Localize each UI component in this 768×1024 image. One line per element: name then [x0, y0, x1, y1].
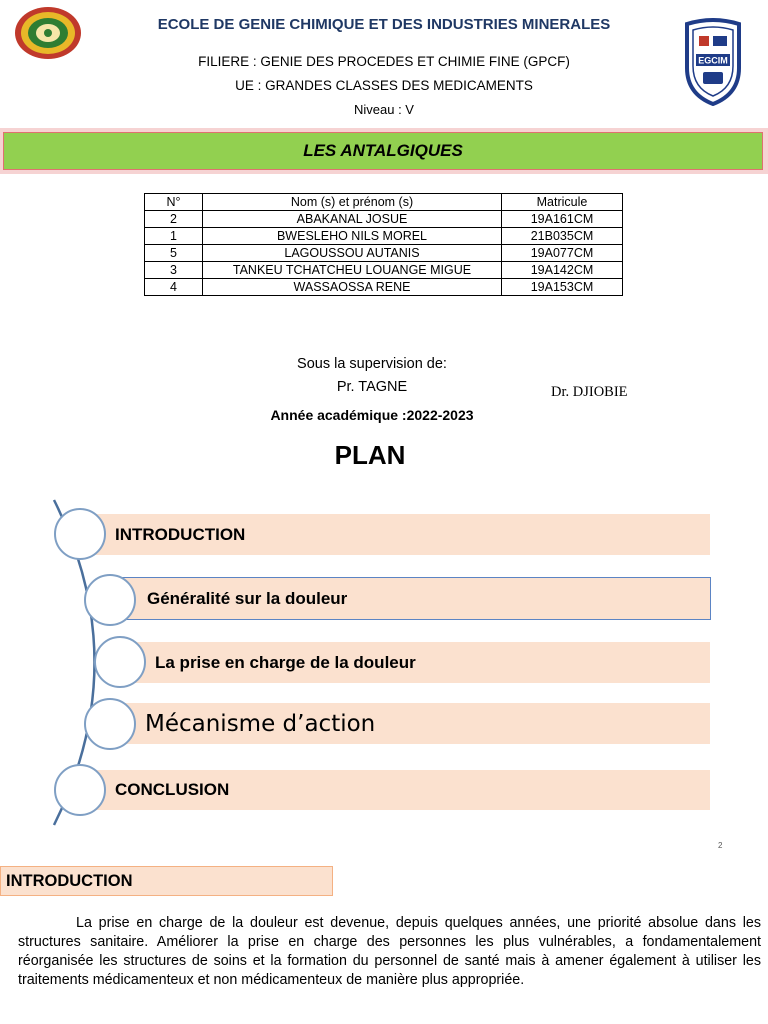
cell-name: WASSAOSSA RENE	[203, 279, 502, 296]
table-row	[145, 211, 623, 228]
cell-matricule: 19A161CM	[502, 211, 623, 228]
students-table	[144, 193, 623, 296]
cell-number: 5	[145, 245, 203, 262]
filiere-text: FILIERE : GENIE DES PROCEDES ET CHIMIE FINE (GPCF)	[198, 54, 570, 69]
plan-item-label: Généralité sur la douleur	[147, 588, 348, 608]
supervisor-1: Pr. TAGNE	[336, 379, 408, 395]
plan-bullet-circle	[84, 698, 136, 750]
cell-number: 2	[145, 211, 203, 228]
egcim-shield-logo	[683, 18, 743, 106]
table-row	[145, 279, 623, 296]
cell-number: 1	[145, 228, 203, 245]
plan-title: PLAN	[334, 440, 406, 470]
plan-item-label: La prise en charge de la douleur	[155, 652, 416, 672]
page-number: 2	[718, 841, 723, 850]
university-seal-logo	[14, 6, 82, 60]
cell-name: TANKEU TCHATCHEU LOUANGE MIGUE	[203, 262, 502, 279]
column-header-number: N°	[145, 194, 203, 211]
cell-matricule: 19A153CM	[502, 279, 623, 296]
title-banner	[3, 132, 763, 170]
supervisor-2: Dr. DJIOBIE	[551, 384, 628, 400]
plan-item-conclusion	[80, 770, 710, 810]
plan-item-generalite	[110, 577, 711, 620]
ue-text: UE : GRANDES CLASSES DES MEDICAMENTS	[235, 78, 533, 93]
plan-item-introduction	[80, 514, 710, 555]
egcim-logo-text: EGCIM	[698, 55, 728, 66]
plan-item-label: CONCLUSION	[115, 780, 230, 799]
cell-matricule: 19A142CM	[502, 262, 623, 279]
cell-name: LAGOUSSOU AUTANIS	[203, 245, 502, 262]
academic-year: Année académique :2022-2023	[270, 407, 474, 423]
table-row	[145, 262, 623, 279]
plan-bullet-circle	[84, 574, 136, 626]
plan-bullet-circle	[94, 636, 146, 688]
introduction-paragraph: La prise en charge de la douleur est devenue, depuis quelques années, une priorité absolue dans les structures sanitaire. Améliorer la prise en charge des personnes les plus vulnérables, a fondamentalement réorganisée les structures de soins et la formation du personnel de santé mais à amener également à utiliser les traitements médicamenteux et non médicamenteux de manière plus appropriée.	[18, 915, 761, 988]
plan-bullet-circle	[54, 508, 106, 560]
plan-item-mecanisme	[110, 703, 710, 744]
supervision-label: Sous la supervision de:	[297, 356, 447, 372]
plan-item-label: Mécanisme d’action	[145, 710, 376, 737]
table-row	[145, 228, 623, 245]
section-heading: INTRODUCTION	[6, 871, 133, 890]
cell-name: BWESLEHO NILS MOREL	[203, 228, 502, 245]
column-header-name: Nom (s) et prénom (s)	[203, 194, 502, 211]
section-header-introduction	[0, 866, 333, 896]
cell-name: ABAKANAL JOSUE	[203, 211, 502, 228]
column-header-matricule: Matricule	[502, 194, 623, 211]
plan-bullet-circle	[54, 764, 106, 816]
plan-item-prise-en-charge	[120, 642, 710, 683]
cell-matricule: 19A077CM	[502, 245, 623, 262]
plan-item-label: INTRODUCTION	[115, 524, 246, 544]
cell-number: 3	[145, 262, 203, 279]
table-row	[145, 245, 623, 262]
table-header-row	[145, 194, 623, 211]
niveau-text: Niveau : V	[354, 102, 414, 117]
cell-matricule: 21B035CM	[502, 228, 623, 245]
cell-number: 4	[145, 279, 203, 296]
school-title: ECOLE DE GENIE CHIMIQUE ET DES INDUSTRIES MINERALES	[157, 16, 611, 33]
document-title: LES ANTALGIQUES	[303, 141, 463, 160]
